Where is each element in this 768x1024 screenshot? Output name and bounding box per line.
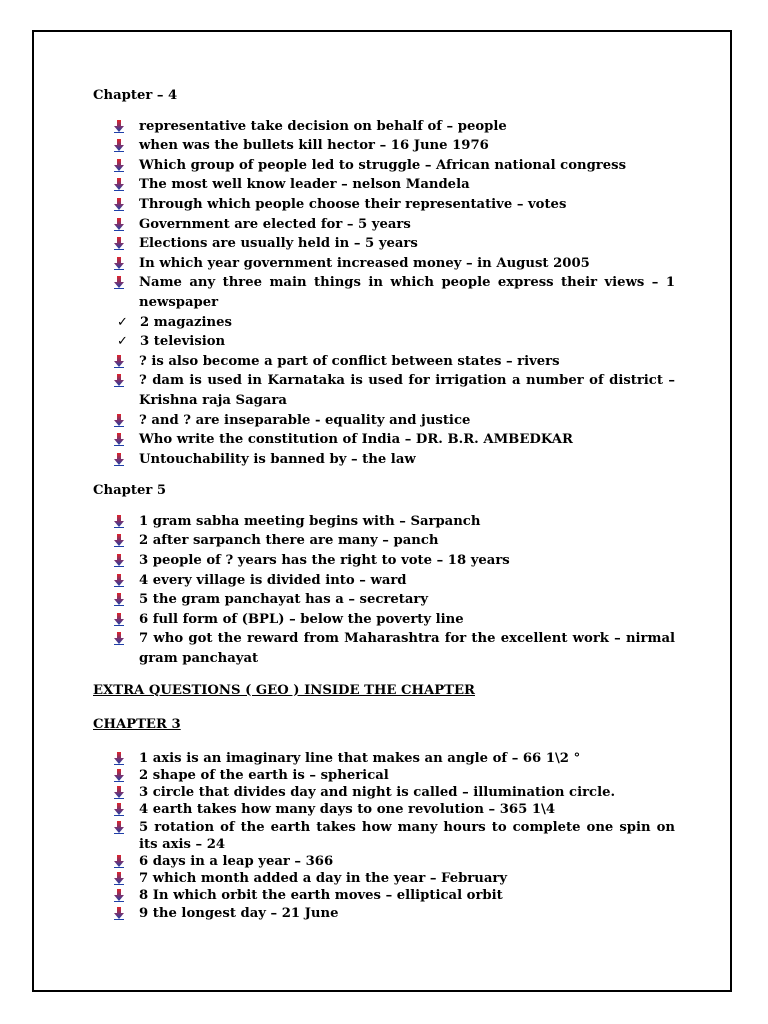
list-item <box>93 234 675 254</box>
arrow-bullet-icon <box>113 803 125 816</box>
list-item-text: The most well know leader – nelson Mandela <box>139 177 470 193</box>
arrow-bullet-icon <box>113 453 125 466</box>
list-item-text: Elections are usually held in – 5 years <box>139 236 418 252</box>
arrow-bullet-icon <box>113 515 125 528</box>
arrow-bullet-icon <box>113 855 125 868</box>
arrow-bullet-icon <box>113 139 125 152</box>
arrow-bullet-icon <box>113 574 125 587</box>
list-item <box>93 870 675 887</box>
chapter-3-heading: CHAPTER 3 <box>93 717 181 733</box>
list-item <box>93 371 675 410</box>
list-item-text: ? dam is used in Karnataka is used for irrigation a number of district – Krishna raja Sagara <box>139 373 675 408</box>
check-item <box>93 313 675 333</box>
list-item <box>93 512 675 532</box>
checkmark-icon: ✓ <box>117 334 128 350</box>
list-item-text: 3 people of ? years has the right to vote – 18 years <box>139 553 510 569</box>
list-item <box>93 156 675 176</box>
list-item-text: 9 the longest day – 21 June <box>139 905 339 921</box>
check-item-text: 2 magazines <box>140 314 232 330</box>
list-item-text: In which year government increased money – in August 2005 <box>139 255 590 271</box>
list-item <box>93 352 675 372</box>
arrow-bullet-icon <box>113 355 125 368</box>
list-item-text: 5 the gram panchayat has a – secretary <box>139 592 428 608</box>
arrow-bullet-icon <box>113 889 125 902</box>
arrow-bullet-icon <box>113 632 125 645</box>
list-item <box>93 430 675 450</box>
arrow-bullet-icon <box>113 786 125 799</box>
arrow-bullet-icon <box>113 752 125 765</box>
list-item-text: Government are elected for – 5 years <box>139 216 411 232</box>
arrow-bullet-icon <box>113 907 125 920</box>
list-item <box>93 905 675 922</box>
list-item <box>93 629 675 668</box>
arrow-bullet-icon <box>113 120 125 133</box>
chapter-4-heading: Chapter – 4 <box>93 88 178 103</box>
list-item <box>93 254 675 274</box>
arrow-bullet-icon <box>113 178 125 191</box>
chapter-5-list <box>93 512 675 669</box>
list-item-text: Through which people choose their representative – votes <box>139 196 567 212</box>
check-item-text: 3 television <box>140 334 226 350</box>
arrow-bullet-icon <box>113 218 125 231</box>
arrow-bullet-icon <box>113 593 125 606</box>
list-item <box>93 136 675 156</box>
list-item <box>93 273 675 312</box>
arrow-bullet-icon <box>113 374 125 387</box>
list-item-text: 2 after sarpanch there are many – panch <box>139 533 439 549</box>
list-item-text: 1 gram sabha meeting begins with – Sarpanch <box>139 513 481 529</box>
list-item-text: ? and ? are inseparable - equality and justice <box>139 412 471 428</box>
list-item <box>93 767 675 784</box>
list-item-text: representative take decision on behalf of – people <box>139 118 507 134</box>
arrow-bullet-icon <box>113 554 125 567</box>
list-item-text: 7 who got the reward from Maharashtra for the excellent work – nirmal gram panchayat <box>139 631 675 667</box>
list-item-text: 5 rotation of the earth takes how many hours to complete one spin on its axis – 24 <box>139 819 675 852</box>
chapter-4-list <box>93 117 675 313</box>
list-item <box>93 551 675 571</box>
arrow-bullet-icon <box>113 821 125 834</box>
arrow-bullet-icon <box>113 257 125 270</box>
arrow-bullet-icon <box>113 276 125 289</box>
arrow-bullet-icon <box>113 414 125 427</box>
list-item-text: 4 earth takes how many days to one revolution – 365 1\4 <box>139 802 555 818</box>
chapter-4-list-continued <box>93 352 675 470</box>
list-item-text: 1 axis is an imaginary line that makes an angle of – 66 1\2 ° <box>139 750 581 766</box>
list-item-text: ? is also become a part of conflict between states – rivers <box>139 353 560 369</box>
check-item <box>93 332 675 352</box>
chapter-4-check-list <box>93 313 675 352</box>
list-item <box>93 750 675 767</box>
list-item <box>93 853 675 870</box>
list-item-text: Which group of people led to struggle – African national congress <box>139 157 626 173</box>
list-item-text: when was the bullets kill hector – 16 June 1976 <box>139 138 489 154</box>
checkmark-icon: ✓ <box>117 314 128 330</box>
list-item-text: 4 every village is divided into – ward <box>139 572 407 588</box>
list-item <box>93 450 675 470</box>
list-item-text: 2 shape of the earth is – spherical <box>139 768 389 784</box>
list-item <box>93 801 675 818</box>
chapter-5-heading: Chapter 5 <box>93 483 167 499</box>
list-item <box>93 215 675 235</box>
arrow-bullet-icon <box>113 159 125 172</box>
arrow-bullet-icon <box>113 237 125 250</box>
list-item <box>93 195 675 215</box>
extra-questions-heading: EXTRA QUESTIONS ( GEO ) INSIDE THE CHAPTER <box>93 682 475 698</box>
list-item <box>93 175 675 195</box>
arrow-bullet-icon <box>113 872 125 885</box>
list-item <box>93 590 675 610</box>
arrow-bullet-icon <box>113 433 125 446</box>
list-item-text: Who write the constitution of India – DR. B.R. AMBEDKAR <box>139 432 573 448</box>
list-item <box>93 117 675 137</box>
list-item <box>93 887 675 904</box>
list-item <box>93 819 675 853</box>
list-item-text: 3 circle that divides day and night is called – illumination circle. <box>139 785 616 801</box>
list-item-text: Untouchability is banned by – the law <box>139 451 416 467</box>
arrow-bullet-icon <box>113 198 125 211</box>
arrow-bullet-icon <box>113 769 125 782</box>
arrow-bullet-icon <box>113 613 125 626</box>
document-content <box>93 86 675 922</box>
list-item-text: Name any three main things in which people express their views – 1 newspaper <box>139 275 675 310</box>
list-item-text: 6 full form of (BPL) – below the poverty line <box>139 611 464 627</box>
arrow-bullet-icon <box>113 534 125 547</box>
chapter-3-list <box>93 750 675 922</box>
list-item <box>93 531 675 551</box>
list-item-text: 6 days in a leap year – 366 <box>139 854 334 870</box>
list-item <box>93 784 675 801</box>
list-item-text: 7 which month added a day in the year – February <box>139 871 507 887</box>
list-item-text: 8 In which orbit the earth moves – elliptical orbit <box>139 888 503 904</box>
list-item <box>93 610 675 630</box>
list-item <box>93 571 675 591</box>
list-item <box>93 411 675 431</box>
